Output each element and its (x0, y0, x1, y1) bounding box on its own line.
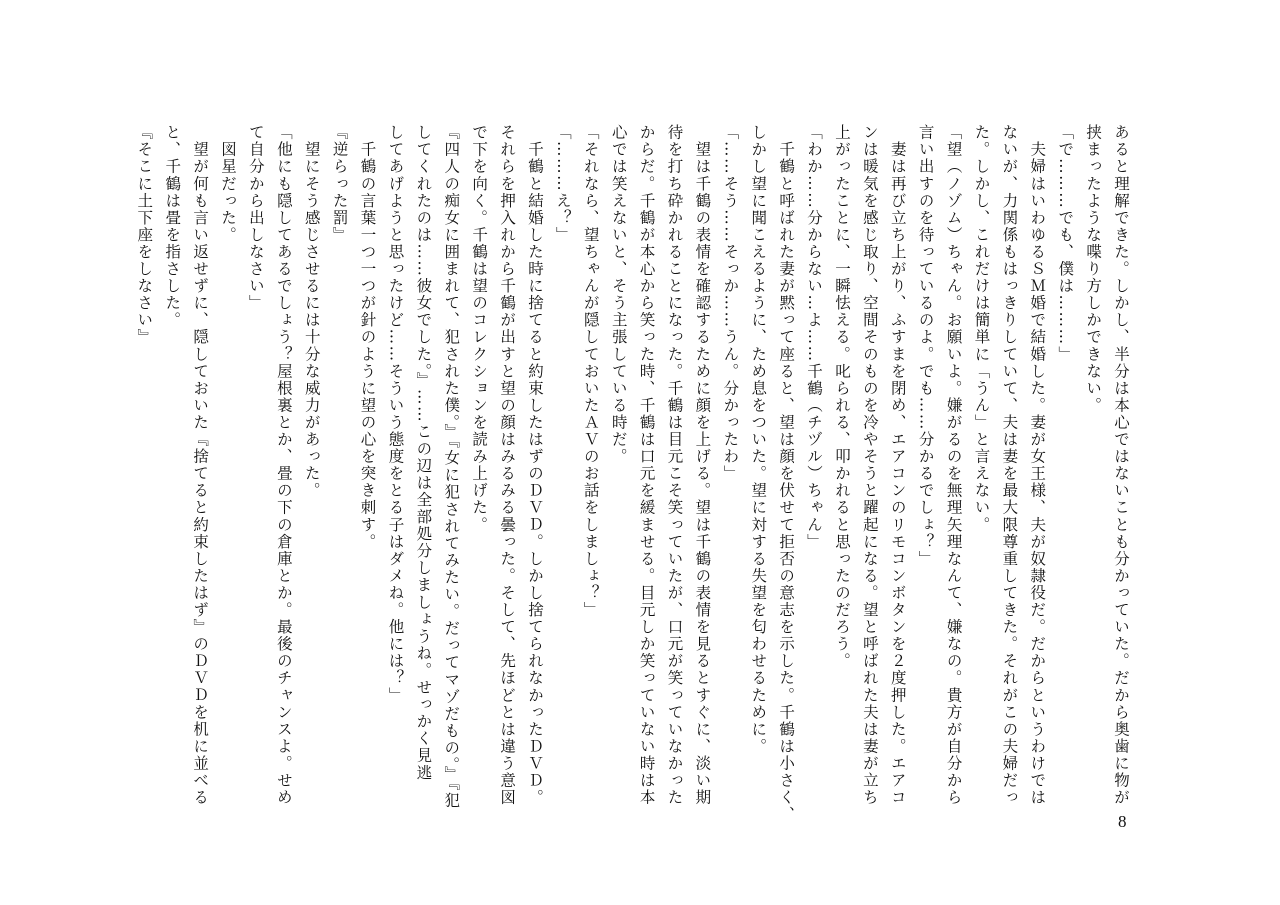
text-line: 千鶴と結婚した時に捨てると約束したはずのＤＶＤ。しかし捨てられなかったＤＶＤ。 (525, 124, 544, 806)
text-line: 「それなら、望ちゃんが隠しておいたＡＶのお話をしましょ？」 (581, 124, 600, 619)
text-line: ンは暖気を感じ取り、空間そのものを冷やそうと躍起になる。望と呼ばれた夫は妻が立ち (860, 124, 879, 806)
vertical-body-text (135, 124, 1134, 824)
text-line: 「で………でも、僕は………」 (1056, 124, 1075, 363)
text-line: 「………え？」 (553, 124, 572, 244)
text-line: しかし望に聞こえるように、ため息をついた。望に対する失望を匂わせるために。 (749, 124, 768, 755)
text-line: で下を向く。千鶴は望のコレクションを読み上げた。 (470, 124, 489, 534)
text-line: してあげようと思ったけど……そういう態度をとる子はダメね。他には？」 (386, 124, 405, 704)
text-line: 夫婦はいわゆるＳＭ婚で結婚した。妻が女王様、夫が奴隷役だ。だからというわけでは (1028, 124, 1047, 806)
text-line: て自分から出しなさい」 (246, 124, 265, 312)
text-line: ないが、力関係もはっきりしていて、夫は妻を最大限尊重してきた。それがこの夫婦だっ (1000, 124, 1019, 806)
text-line: 「わか……分からない…よ……千鶴（チヅル）ちゃん」 (805, 124, 824, 551)
text-line: 千鶴の言葉一つ一つが針のように望の心を突き刺す。 (358, 124, 377, 551)
text-line: 望は千鶴の表情を確認するために顔を上げる。望は千鶴の表情を見るとすぐに、淡い期 (693, 124, 712, 806)
text-line: あると理解できた。しかし、半分は本心ではないことも分かっていた。だから奥歯に物が (1112, 124, 1130, 806)
text-line: 『四人の痴女に囲まれて、犯された僕。』『女に犯されてみたい。だってマゾだもの。』『犯 (442, 124, 461, 810)
text-line: それらを押入れから千鶴が出すと望の顔はみるみる曇った。そして、先ほどとは違う意図 (498, 124, 517, 806)
text-line: 待を打ち砕かれることになった。千鶴は目元こそ笑っていたが、口元が笑っていなかった (665, 124, 684, 806)
text-line: 『逆らった罰』 (330, 124, 349, 244)
text-line: た。しかし、これだけは簡単に「うん」と言えない。 (972, 124, 991, 534)
text-line: と、千鶴は畳を指さした。 (163, 124, 182, 329)
text-line: 「……そう……そっか……うん。分かったわ」 (721, 124, 740, 483)
page-number: 8 (1118, 812, 1127, 831)
text-line: 望が何も言い返せずに、隠しておいた『捨てると約束したはず』のＤＶＤを机に並べる (191, 124, 210, 806)
text-line: 『そこに土下座をしなさい』 (135, 124, 154, 346)
text-line: 上がったことに、一瞬怯える。叱られる、叩かれると思ったのだろう。 (832, 124, 851, 670)
text-line: からだ。千鶴が本心から笑った時、千鶴は口元を緩ませる。目元しか笑っていない時は本 (637, 124, 656, 806)
text-line: 図星だった。 (219, 124, 237, 244)
text-line: 挟まったような喋り方しかできない。 (1084, 124, 1103, 414)
text-line: 心では笑えないと、そう主張している時だ。 (609, 124, 628, 465)
text-line: してくれたのは……彼女でした。』……この辺は全部処分しましょうね。せっかく見逃 (414, 124, 433, 782)
text-line: 「他にも隠してあるでしょう？屋根裏とか、畳の下の倉庫とか。最後のチャンスよ。せめ (274, 124, 293, 806)
text-line: 妻は再び立ち上がり、ふすまを閉め、エアコンのリモコンボタンを２度押した。エアコ (888, 124, 907, 806)
text-line: 千鶴と呼ばれた妻が黙って座ると、望は顔を伏せて拒否の意志を示した。千鶴は小さく、 (777, 124, 796, 824)
text-line: 言い出すのを待っているのよ。でも……分かるでしょ？」 (916, 124, 935, 568)
text-line: 望にそう感じさせるには十分な威力があった。 (302, 124, 321, 500)
text-line: 「望（ノゾム）ちゃん。お願いよ。嫌がるのを無理矢理なんて、嫌なの。貴方が自分から (944, 124, 963, 806)
